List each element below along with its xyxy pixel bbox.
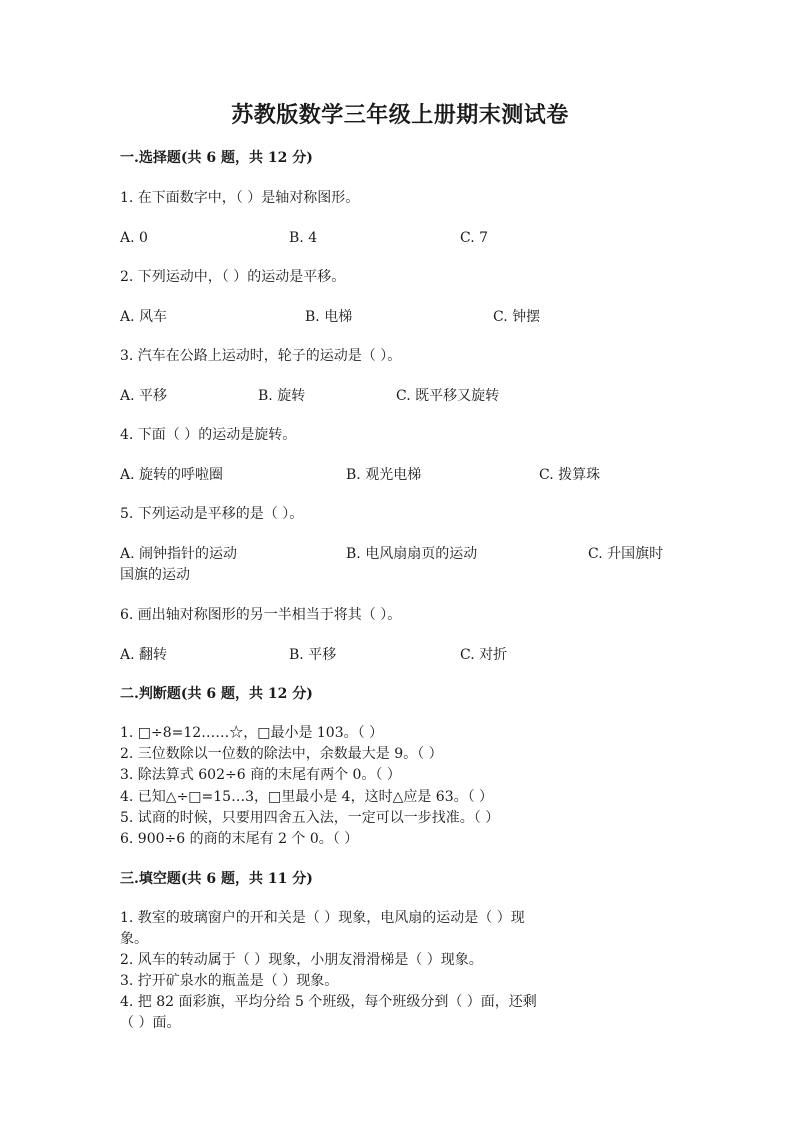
fill-item-line: 3. 拧开矿泉水的瓶盖是（ ）现象。 <box>120 973 339 989</box>
judgement-item: 2. 三位数除以一位数的除法中，余数最大是 9。（ ） <box>120 746 443 762</box>
question-stem: 1. 在下面数字中，（ ）是轴对称图形。 <box>120 190 360 206</box>
question-stem: 6. 画出轴对称图形的另一半相当于将其（ ）。 <box>120 607 402 623</box>
option-a: A. 闹钟指针的运动 <box>120 546 238 562</box>
judgement-item: 4. 已知△÷□=15…3，□里最小是 4，这时△应是 63。（ ） <box>120 789 494 805</box>
option-a: A. 翻转 <box>120 647 168 663</box>
option-c: C. 7 <box>460 230 489 246</box>
option-a: A. 风车 <box>120 309 168 325</box>
judgement-item: 1. □÷8=12……☆，□最小是 103。（ ） <box>120 725 384 741</box>
section-heading-choice: 一.选择题(共 6 题，共 12 分) <box>120 150 313 166</box>
option-b: B. 4 <box>289 230 318 246</box>
question-stem: 3. 汽车在公路上运动时，轮子的运动是（ ）。 <box>120 348 402 364</box>
question-stem: 4. 下面（ ）的运动是旋转。 <box>120 427 297 443</box>
option-c: C. 钟摆 <box>493 309 541 325</box>
option-c-wrap: 国旗的运动 <box>120 567 190 583</box>
option-c: C. 既平移又旋转 <box>396 388 500 404</box>
fill-item-line: 1. 教室的玻璃窗户的开和关是（ ）现象，电风扇的运动是（ ）现 <box>120 910 525 926</box>
option-b: B. 电风扇扇页的运动 <box>346 546 478 562</box>
option-a: A. 旋转的呼啦圈 <box>120 467 224 483</box>
page-title: 苏教版数学三年级上册期末测试卷 <box>231 102 569 128</box>
option-b: B. 旋转 <box>258 388 306 404</box>
judgement-item: 6. 900÷6 的商的末尾有 2 个 0。（ ） <box>120 831 359 847</box>
question-stem: 5. 下列运动是平移的是（ ）。 <box>120 506 304 522</box>
question-stem: 2. 下列运动中，（ ）的运动是平移。 <box>120 269 346 285</box>
section-heading-fill: 三.填空题(共 6 题，共 11 分) <box>120 871 313 887</box>
fill-item-line: 4. 把 82 面彩旗，平均分给 5 个班级，每个班级分到（ ）面，还剩 <box>120 994 537 1010</box>
option-a: A. 0 <box>120 230 148 246</box>
option-a: A. 平移 <box>120 388 168 404</box>
section-heading-judgement: 二.判断题(共 6 题，共 12 分) <box>120 686 313 702</box>
fill-item-line: 象。 <box>120 931 148 947</box>
option-c: C. 拨算珠 <box>539 467 601 483</box>
judgement-item: 5. 试商的时候，只要用四舍五入法，一定可以一步找准。（ ） <box>120 810 500 826</box>
fill-item-line: 2. 风车的转动属于（ ）现象，小朋友滑滑梯是（ ）现象。 <box>120 952 483 968</box>
option-b: B. 观光电梯 <box>346 467 422 483</box>
option-c: C. 升国旗时 <box>588 546 664 562</box>
option-b: B. 平移 <box>289 647 337 663</box>
fill-item-line: （ ）面。 <box>120 1015 181 1031</box>
judgement-item: 3. 除法算式 602÷6 商的末尾有两个 0。（ ） <box>120 767 401 783</box>
option-b: B. 电梯 <box>305 309 353 325</box>
option-c: C. 对折 <box>460 647 508 663</box>
